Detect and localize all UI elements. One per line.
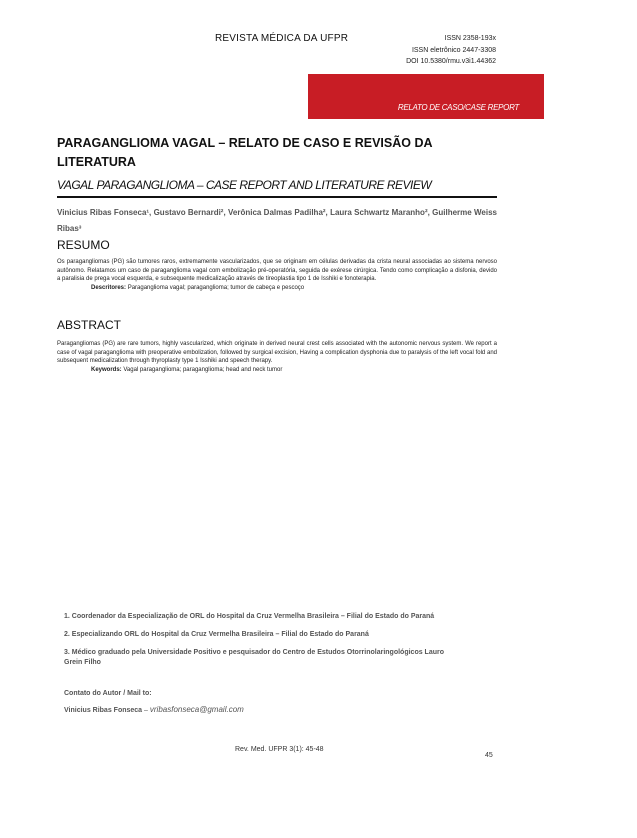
issn-electronic: ISSN eletrônico 2447-3308 [411,46,496,54]
identifiers-block [406,33,496,68]
affiliation-footnotes [64,612,464,676]
abstract-keywords-line [57,366,497,375]
footnote-1: 1. Coordenador da Especialização de ORL do Hospital da Cruz Vermelha Brasileira – Filial do Estado do Paraná [64,613,435,620]
abstract-heading: ABSTRACT [57,318,122,332]
abstract-body [57,340,497,374]
footnote-2: 2. Especializando ORL do Hospital da Cruz Vermelha Brasileira – Filial do Estado do Paraná [64,631,369,638]
abstract-keywords: Vagal paraganglioma; paraganglioma; head and neck tumor [123,366,283,373]
authors: Vinicius Ribas Fonseca¹, Gustavo Bernardi², Verônica Dalmas Padilha², Laura Schwartz Maranho², Guilherme Weiss Ribas³ [57,208,497,233]
issn: ISSN 2358-193x [444,35,496,42]
resumo-keywords-label: Descritores: [91,284,127,291]
contact-email[interactable]: vribasfonseca@gmail.com [149,705,244,714]
abstract-keywords-label: Keywords: [91,366,122,373]
journal-name: REVISTA MÉDICA DA UFPR [215,33,349,44]
section-banner [308,74,544,119]
contact-name: Vinicius Ribas Fonseca [64,707,143,714]
footnote-3: 3. Médico graduado pela Universidade Positivo e pesquisador do Centro de Estudos Otorrinolaringológicos Lauro Grein Filho [64,649,445,666]
contact-line [64,705,244,714]
resumo-heading: RESUMO [57,238,110,252]
resumo-keywords: Paraganglioma vagal; paraganglioma; tumor de cabeça e pescoço [127,284,305,291]
title-english: VAGAL PARAGANGLIOMA – CASE REPORT AND LITERATURE REVIEW [57,178,432,192]
contact-label: Contato do Autor / Mail to: [64,690,152,697]
title-divider [57,196,497,198]
resumo-text: Os paragangliomas (PG) são tumores raros, extremamente vascularizados, que se originam em células derivadas da crista neural associadas ao sistema nervoso autônomo. Relatamos um caso de paraganglioma vagal com embolização pré-operatória, seguida de exérese cirúrgica. Tendo como complicação a disfonia, devido a paralisia de prega vocal esquerda, e subsequente medicalização através de tireoplastia tipo 1 de Isshiki e fonoterapia. [57,259,497,283]
contact-separator: – [142,707,150,714]
title-portuguese: PARAGANGLIOMA VAGAL – RELATO DE CASO E REVISÃO DA LITERATURA [57,136,433,169]
section-label: RELATO DE CASO/CASE REPORT [397,103,519,112]
doi: DOI 10.5380/rmu.v3i1.44362 [406,58,496,65]
abstract-text: Paragangliomas (PG) are rare tumors, highly vascularized, which originate in derived neural crest cells associated with the autonomic nervous system. We report a case of vagal paraganglioma with preoperative embolization, followed by surgical excision, Having a complication dysphonia due to paralysis of the left vocal fold and subsequent medicalization through thyroplasty type 1 Isshiki and speech therapy. [57,341,497,365]
resumo-body [57,258,497,292]
resumo-keywords-line [57,284,497,293]
page-number: 45 [485,752,493,759]
footer-reference: Rev. Med. UFPR 3(1): 45-48 [235,746,324,753]
